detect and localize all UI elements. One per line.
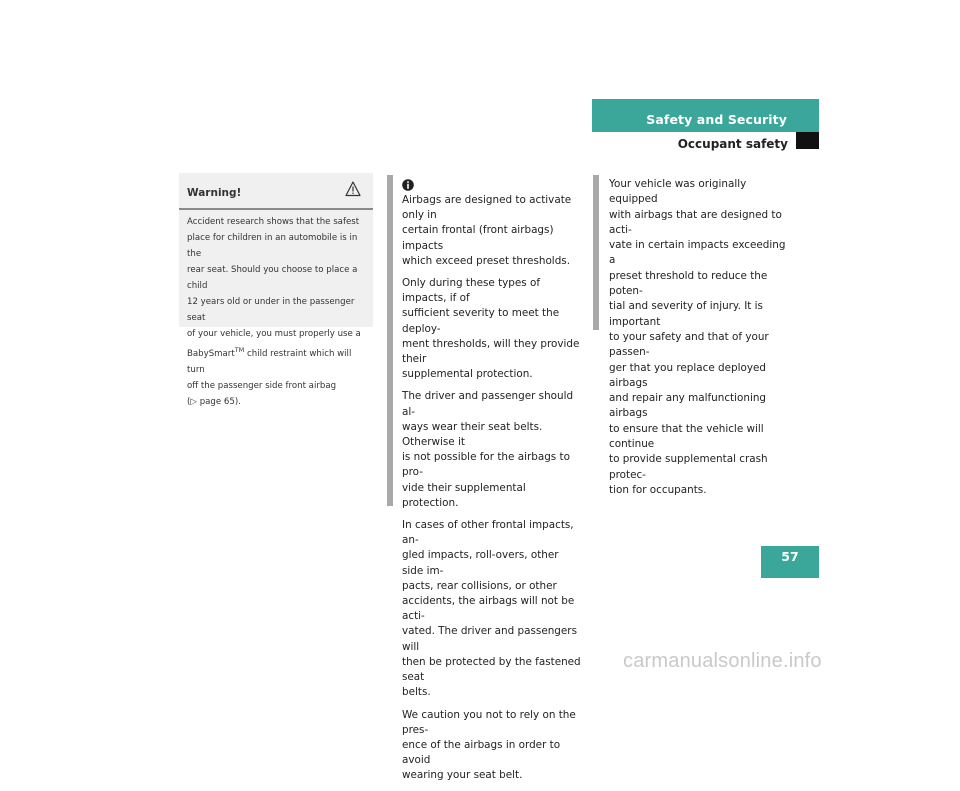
warning-title: Warning!: [187, 187, 242, 199]
text-line: ment thresholds, will they provide their: [402, 337, 580, 366]
text-line: In cases of other frontal impacts, an-: [402, 519, 574, 547]
warning-box: [179, 173, 373, 407]
text-line: sufficient severity to meet the deploy-: [402, 307, 560, 335]
warning-line-babysmart: [187, 342, 369, 378]
text-line: which exceed preset thresholds.: [402, 254, 571, 267]
warning-line: place for children in an automobile is in the: [187, 233, 358, 259]
info-paragraph: [402, 193, 582, 269]
section-marker: [796, 132, 819, 149]
warning-line: off the passenger side front airbag: [187, 380, 337, 391]
text-line: ger that you replace deployed airbags: [609, 361, 767, 389]
text-line: tion for occupants.: [609, 483, 707, 496]
warning-triangle-icon: [345, 181, 361, 201]
warning-line: rear seat. Should you choose to place a child: [187, 265, 358, 291]
text-line: Only during these types of impacts, if of: [402, 277, 541, 305]
text-line: ways wear their seat belts. Otherwise it: [402, 420, 543, 449]
page-ref-text: page 65).: [199, 396, 241, 407]
info-column: [402, 193, 582, 791]
text-line: vated. The driver and passengers will: [402, 625, 577, 653]
babysmart-suffix: child restraint which will turn: [187, 348, 352, 375]
info-margin-bar: [387, 175, 393, 506]
text-line: gled impacts, roll-overs, other side im-: [402, 549, 559, 577]
info-paragraph: [402, 708, 582, 784]
warning-divider: [179, 208, 373, 210]
warning-line: Accident research shows that the safest: [187, 217, 360, 227]
text-line: pacts, rear collisions, or other: [402, 579, 557, 592]
text-line: to your safety and that of your passen-: [609, 330, 769, 359]
info-paragraph: [402, 276, 582, 382]
info-paragraph: [402, 389, 582, 511]
warning-line: of your vehicle, you must properly use a: [187, 329, 361, 339]
babysmart-text: BabySmart: [187, 348, 235, 359]
page-number: 57: [761, 546, 819, 578]
text-line: then be protected by the fastened seat: [402, 655, 581, 684]
text-line: with airbags that are designed to acti-: [609, 208, 782, 236]
section-title: Safety and Security: [592, 99, 819, 132]
text-line: to ensure that the vehicle will continue: [609, 422, 764, 451]
text-line: We caution you not to rely on the pres-: [402, 708, 576, 736]
text-line: is not possible for the airbags to pro-: [402, 451, 570, 479]
text-line: preset threshold to reduce the poten-: [609, 269, 768, 298]
text-line: Airbags are designed to activate only in: [402, 194, 572, 222]
right-margin-bar: [593, 175, 599, 330]
warning-text: [187, 214, 369, 410]
text-line: to provide supplemental crash protec-: [609, 453, 768, 481]
text-line: certain frontal (front airbags) impacts: [402, 224, 554, 252]
trademark-superscript: TM: [234, 346, 245, 354]
subsection-title: Occupant safety: [677, 137, 788, 151]
text-line: and repair any malfunctioning airbags: [609, 392, 767, 420]
text-line: vate in certain impacts exceeding a: [609, 239, 786, 267]
text-line: The driver and passenger should al-: [402, 390, 574, 418]
text-line: Your vehicle was originally equipped: [609, 178, 747, 206]
info-paragraph: [402, 518, 582, 700]
text-line: ence of the airbags in order to avoid: [402, 738, 561, 767]
watermark: carmanualsonline.info: [623, 650, 822, 672]
text-line: belts.: [402, 686, 431, 699]
text-line: vide their supplemental protection.: [402, 481, 526, 509]
text-line: wearing your seat belt.: [402, 769, 523, 782]
text-line: supplemental protection.: [402, 368, 533, 381]
right-paragraph: [609, 177, 794, 498]
text-line: accidents, the airbags will not be acti-: [402, 595, 575, 623]
page-ref-arrow-icon: ▷: [190, 396, 197, 407]
text-line: tial and severity of injury. It is important: [609, 300, 763, 328]
warning-page-reference: (▷ page 65).: [187, 396, 241, 407]
right-column: [609, 177, 794, 498]
warning-line: 12 years old or under in the passenger seat: [187, 297, 355, 323]
